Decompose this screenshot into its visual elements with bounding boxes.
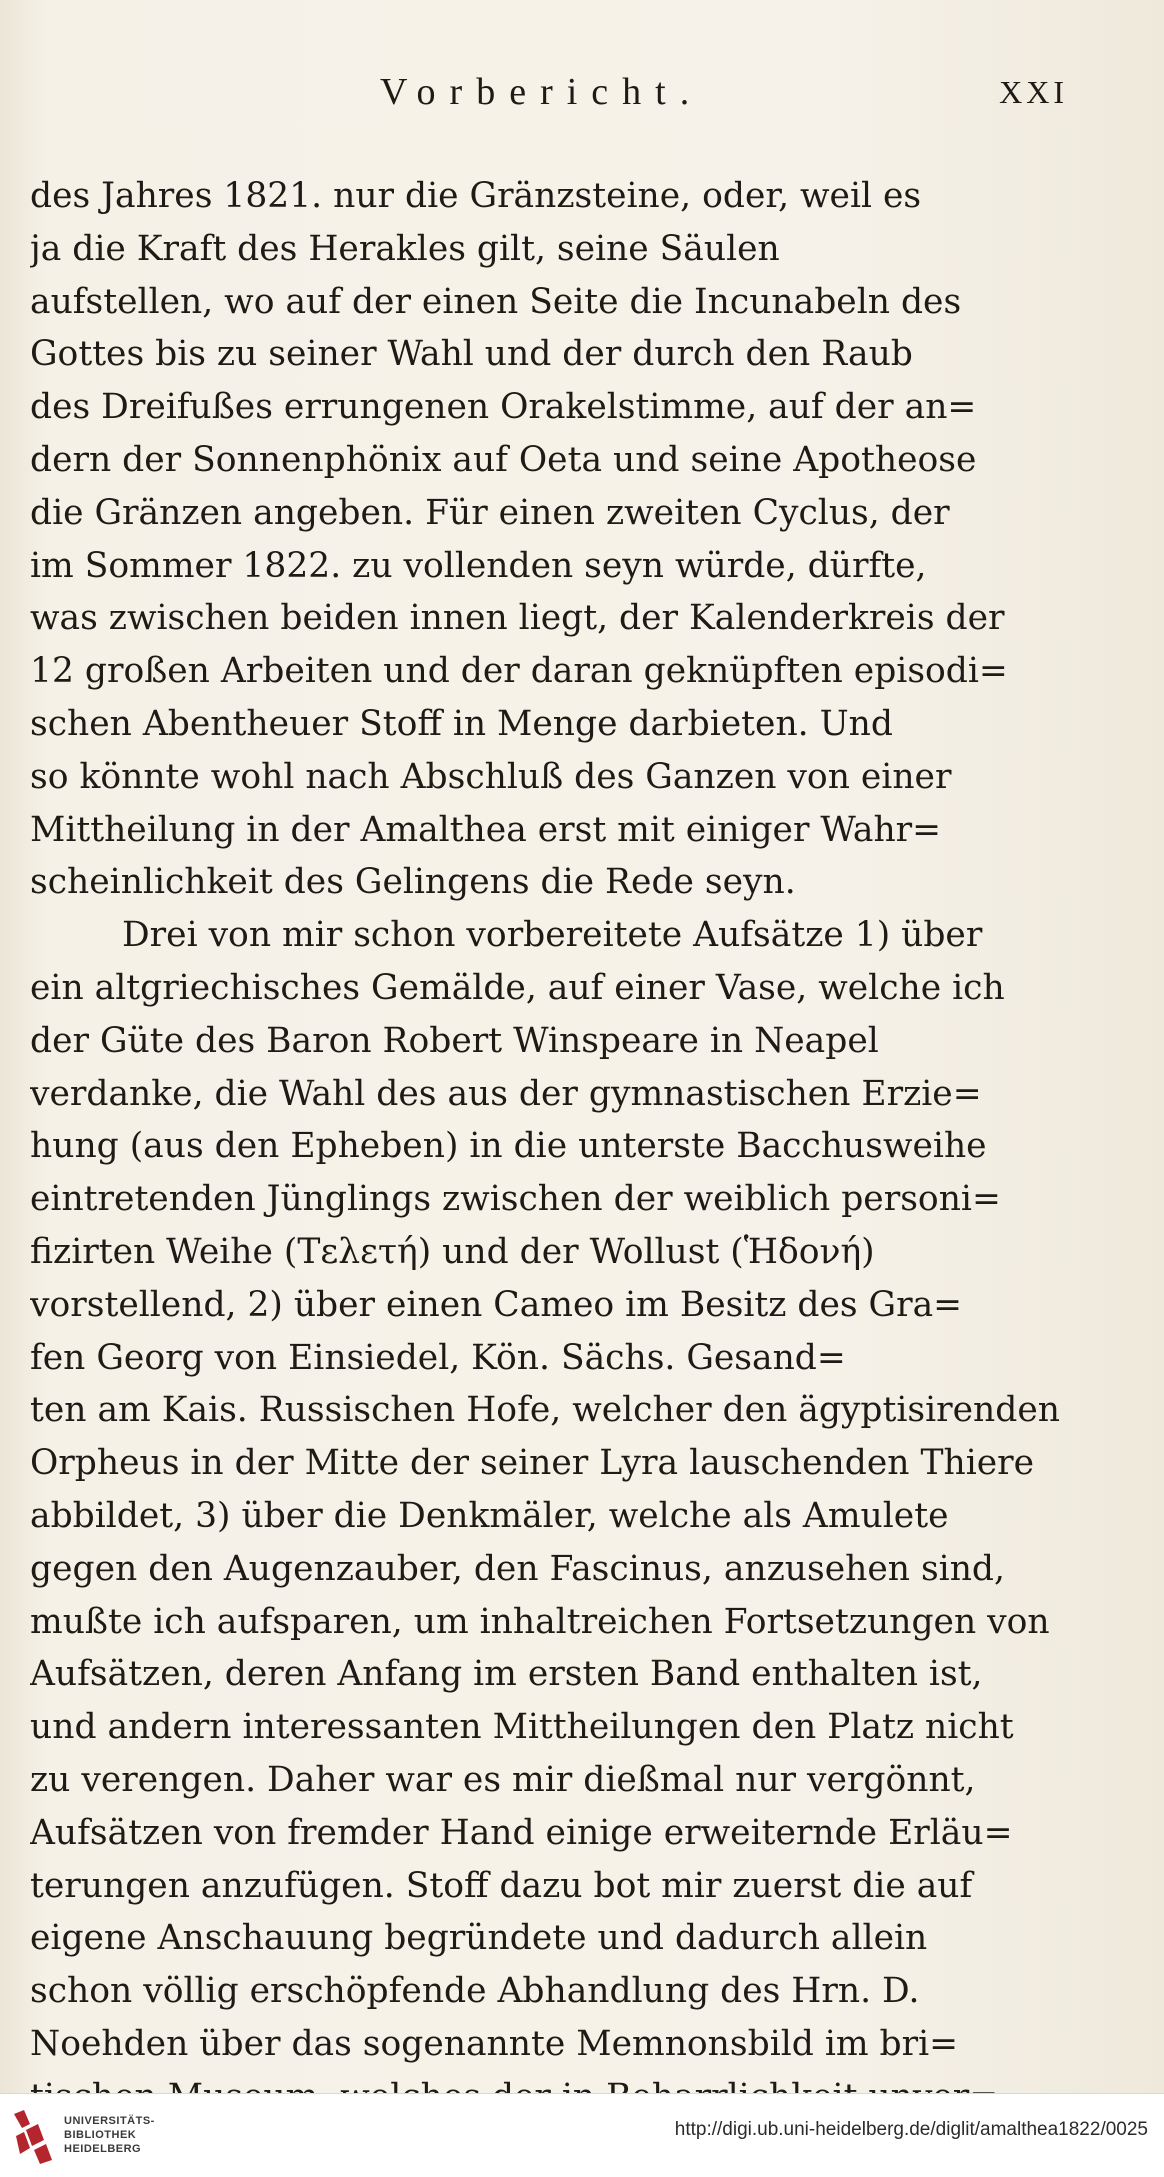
text-line: der Güte des Baron Robert Winspeare in Neapel	[30, 1020, 879, 1061]
text-line: verdanke, die Wahl des aus der gymnastischen Erzie=	[30, 1073, 982, 1114]
text-line: Orpheus in der Mitte der seiner Lyra lauschenden Thiere	[30, 1443, 1035, 1484]
text-line: Noehden über das sogenannte Memnonsbild im bri=	[30, 2023, 959, 2064]
logo-line: BIBLIOTHEK	[64, 2129, 137, 2141]
text-line: eintretenden Jünglings zwischen der weiblich personi=	[30, 1179, 1001, 1220]
text-line: Gottes bis zu seiner Wahl und der durch den Raub	[30, 334, 913, 375]
running-title: Vorbericht.	[380, 71, 704, 113]
page-header	[0, 70, 1164, 130]
text-line: schon völlig erschöpfende Abhandlung des Hrn. D.	[30, 1971, 920, 2012]
text-line: so könnte wohl nach Abschluß des Ganzen von einer	[30, 756, 952, 797]
text-line: terungen anzufügen. Stoff dazu bot mir zuerst die auf	[30, 1865, 973, 1906]
text-line: 12 großen Arbeiten und der daran geknüpften episodi=	[30, 651, 1008, 692]
text-line: abbildet, 3) über die Denkmäler, welche als Amulete	[30, 1495, 949, 1536]
source-url-link[interactable]: http://digi.ub.uni-heidelberg.de/diglit/amalthea1822/0025	[674, 2119, 1148, 2140]
text-line: ten am Kais. Russischen Hofe, welcher den ägyptisirenden	[30, 1390, 1060, 1431]
text-line: mußte ich aufsparen, um inhaltreichen Fortsetzungen von	[30, 1601, 1050, 1642]
university-seal-icon	[10, 2106, 56, 2166]
text-line: hung (aus den Epheben) in die unterste Bacchusweihe	[30, 1126, 987, 1167]
logo-line: HEIDELBERG	[64, 2143, 142, 2155]
library-logo[interactable]	[10, 2106, 160, 2166]
text-line: dern der Sonnenphönix auf Oeta und seine Apotheose	[30, 439, 977, 480]
footer-bar	[0, 2093, 1164, 2177]
text-line: fizirten Weihe (Τελετή) und der Wollust (Ἡδονή)	[30, 1231, 875, 1272]
text-line: gegen den Augenzauber, den Fascinus, anzusehen sind,	[30, 1548, 1005, 1589]
text-line: und andern interessanten Mittheilungen den Platz nicht	[30, 1707, 1014, 1748]
text-line: ein altgriechisches Gemälde, auf einer Vase, welche ich	[30, 967, 1005, 1008]
text-line: Mittheilung in der Amalthea erst mit einiger Wahr=	[30, 809, 942, 850]
text-line: zu verengen. Daher war es mir dießmal nur vergönnt,	[30, 1759, 976, 1800]
text-line: Aufsätzen, deren Anfang im ersten Band enthalten ist,	[30, 1654, 983, 1695]
text-line: eigene Anschauung begründete und dadurch allein	[30, 1918, 928, 1959]
text-line: die Gränzen angeben. Für einen zweiten Cyclus, der	[30, 492, 950, 533]
text-line: des Dreifußes errungenen Orakelstimme, auf der an=	[30, 387, 977, 428]
text-line: Aufsätzen von fremder Hand einige erweiternde Erläu=	[30, 1812, 1013, 1853]
text-line: im Sommer 1822. zu vollenden seyn würde, dürfte,	[30, 545, 927, 586]
text-line: vorstellend, 2) über einen Cameo im Besitz des Gra=	[30, 1284, 963, 1325]
text-line: aufstellen, wo auf der einen Seite die Incunabeln des	[30, 281, 962, 322]
logo-line: UNIVERSITÄTS-	[64, 2115, 155, 2127]
body-text	[30, 170, 1110, 2123]
page-number: XXI	[999, 74, 1068, 110]
text-line: des Jahres 1821. nur die Gränzsteine, oder, weil es	[30, 176, 922, 216]
text-line: schen Abentheuer Stoff in Menge darbieten. Und	[30, 703, 893, 744]
logo-text	[64, 2114, 155, 2156]
text-line: scheinlichkeit des Gelingens die Rede seyn.	[30, 862, 796, 903]
text-line: ja die Kraft des Herakles gilt, seine Säulen	[30, 228, 780, 269]
text-line: fen Georg von Einsiedel, Kön. Sächs. Gesand=	[30, 1337, 846, 1378]
paragraph-start-line: Drei von mir schon vorbereitete Aufsätze 1) über	[122, 915, 983, 956]
text-line: was zwischen beiden innen liegt, der Kalenderkreis der	[30, 598, 1005, 639]
